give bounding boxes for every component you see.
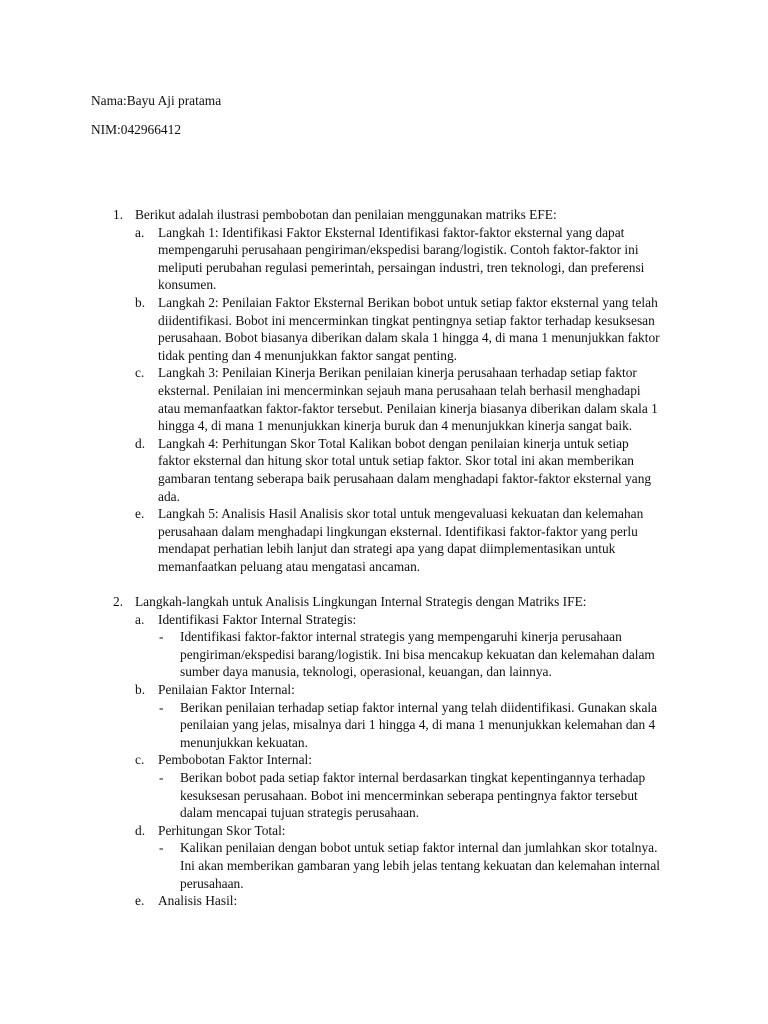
text-line: sumber daya manusia, teknologi, operasional, keuangan, dan lainnya.	[180, 664, 552, 680]
bullet-item	[158, 839, 665, 892]
text-line: Ini akan memberikan gambaran yang lebih jelas tentang kekuatan dan kelemahan internal	[180, 857, 661, 873]
text-line: faktor eksternal dan hitung skor total untuk setiap faktor. Skor total ini akan memberikan	[158, 453, 634, 469]
sub-list	[135, 224, 665, 576]
sub-list-item	[135, 294, 665, 364]
text-line: eksternal. Penilaian ini mencerminkan sejauh mana perusahaan telah berhasil menghadapi	[158, 382, 641, 398]
item-letter: d.	[135, 822, 146, 838]
sub-list-item	[135, 822, 665, 892]
item-heading: Analisis Hasil:	[158, 893, 238, 909]
text-line: hingga 4, di mana 1 menunjukkan kinerja buruk dan 4 menunjukkan kinerja sangat baik.	[158, 418, 633, 434]
student-nim: NIM:042966412	[91, 122, 182, 137]
text-line: memanfaatkan peluang atau mengatasi ancaman.	[158, 558, 421, 574]
list-number: 1.	[113, 207, 124, 222]
item-letter: e.	[135, 893, 145, 909]
item-content	[158, 822, 665, 892]
bullet-item	[158, 769, 665, 822]
text-line: Langkah 5: Analisis Hasil Analisis skor total untuk mengevaluasi kekuatan dan kelemahan	[158, 506, 644, 522]
section-title: Berikut adalah ilustrasi pembobotan dan penilaian menggunakan matriks EFE:	[135, 207, 557, 222]
text-line: menunjukkan kekuatan.	[180, 734, 308, 750]
item-text	[158, 435, 665, 505]
text-line: Langkah 3: Penilaian Kinerja Berikan penilaian kinerja perusahaan terhadap setiap faktor	[158, 365, 637, 381]
dash-bullet: -	[159, 769, 164, 785]
sub-list-item	[135, 435, 665, 505]
text-line: Langkah 4: Perhitungan Skor Total Kalikan bobot dengan penilaian kinerja untuk setiap	[158, 435, 629, 451]
text-line: Langkah 1: Identifikasi Faktor Eksternal Identifikasi faktor-faktor eksternal yang dapat	[158, 224, 625, 240]
text-line: perusahaan dalam menghadapi lingkungan eksternal. Identifikasi faktor-faktor yang perlu	[158, 523, 638, 539]
item-letter: c.	[135, 365, 145, 381]
item-text	[158, 224, 665, 294]
text-line: perusahaan. Bobot biasanya diberikan dalam skala 1 hingga 4, di mana 1 menunjukkan faktor	[158, 330, 660, 346]
text-line: atau memanfaatkan faktor-faktor tersebut. Penilaian kinerja biasanya diberikan dalam skala 1	[158, 400, 658, 416]
text-line: mempengaruhi perusahaan pengiriman/ekspedisi barang/logistik. Contoh faktor-faktor ini	[158, 242, 639, 258]
item-heading: Identifikasi Faktor Internal Strategis:	[158, 611, 357, 627]
text-line: penilaian yang jelas, misalnya dari 1 hingga 4, di mana 1 menunjukkan kelemahan dan 4	[180, 717, 656, 733]
text-line: Berikan bobot pada setiap faktor internal berdasarkan tingkat kepentingannya terhadap	[180, 769, 646, 785]
text-line: Identifikasi faktor-faktor internal strategis yang mempengaruhi kinerja perusahaan	[180, 629, 622, 645]
sub-list-item	[135, 751, 665, 821]
list-number: 2.	[113, 594, 124, 609]
sub-list-item	[135, 224, 665, 294]
text-line: dalam mencapai tujuan strategis perusahaan.	[180, 805, 420, 821]
bullet-item	[158, 628, 665, 681]
dash-bullet: -	[159, 699, 164, 715]
item-letter: b.	[135, 294, 146, 310]
item-letter: e.	[135, 506, 145, 522]
text-line: perusahaan.	[180, 875, 244, 891]
item-text	[158, 505, 665, 575]
item-heading: Perhitungan Skor Total:	[158, 822, 286, 838]
sub-list-item	[135, 505, 665, 575]
item-letter: c.	[135, 752, 145, 768]
dash-bullet: -	[159, 629, 164, 645]
text-line: meliputi perubahan regulasi pemerintah, persaingan industri, tren teknologi, dan preferensi	[158, 259, 645, 275]
bullet-item	[158, 699, 665, 752]
text-line: gambaran tentang seberapa baik perusahaan dalam menghadapi faktor-faktor eksternal yang	[158, 470, 652, 486]
item-letter: a.	[135, 611, 145, 627]
text-line: konsumen.	[158, 277, 217, 293]
student-name: Nama:Bayu Aji pratama	[91, 93, 222, 108]
dash-bullet: -	[159, 840, 164, 856]
sub-list-item	[135, 892, 665, 910]
text-line: tidak penting dan 4 menunjukkan faktor sangat penting.	[158, 347, 457, 363]
text-line: diidentifikasi. Bobot ini mencerminkan tingkat pentingnya setiap faktor terhadap kesuksesan	[158, 312, 655, 328]
item-content	[158, 751, 665, 821]
item-heading: Pembobotan Faktor Internal:	[158, 752, 312, 768]
text-line: mendapat perhatian lebih lanjut dan strategi apa yang dapat diimplementasikan untuk	[158, 541, 616, 557]
item-content	[158, 681, 665, 751]
section-title: Langkah-langkah untuk Analisis Lingkungan Internal Strategis dengan Matriks IFE:	[135, 594, 587, 609]
text-line: kesuksesan perusahaan. Bobot ini mencerminkan seberapa pentingnya faktor tersebut	[180, 787, 638, 803]
text-line: pengiriman/ekspedisi barang/logistik. Ini bisa mencakup kekuatan dan kelemahan dalam	[180, 646, 655, 662]
item-text	[158, 294, 665, 364]
item-text	[158, 364, 665, 434]
text-line: Kalikan penilaian dengan bobot untuk setiap faktor internal dan jumlahkan skor totalnya.	[180, 840, 658, 856]
item-heading: Penilaian Faktor Internal:	[158, 681, 295, 697]
text-line: ada.	[158, 488, 180, 504]
item-content	[158, 611, 665, 681]
sub-list-item	[135, 611, 665, 681]
text-line: Langkah 2: Penilaian Faktor Eksternal Berikan bobot untuk setiap faktor eksternal yang telah	[158, 294, 658, 310]
item-letter: a.	[135, 224, 145, 240]
sub-list-item	[135, 364, 665, 434]
sub-list	[135, 611, 665, 910]
text-line: Berikan penilaian terhadap setiap faktor internal yang telah diidentifikasi. Gunakan skala	[180, 699, 658, 715]
item-letter: d.	[135, 435, 146, 451]
item-letter: b.	[135, 681, 146, 697]
item-content	[158, 892, 665, 910]
sub-list-item	[135, 681, 665, 751]
